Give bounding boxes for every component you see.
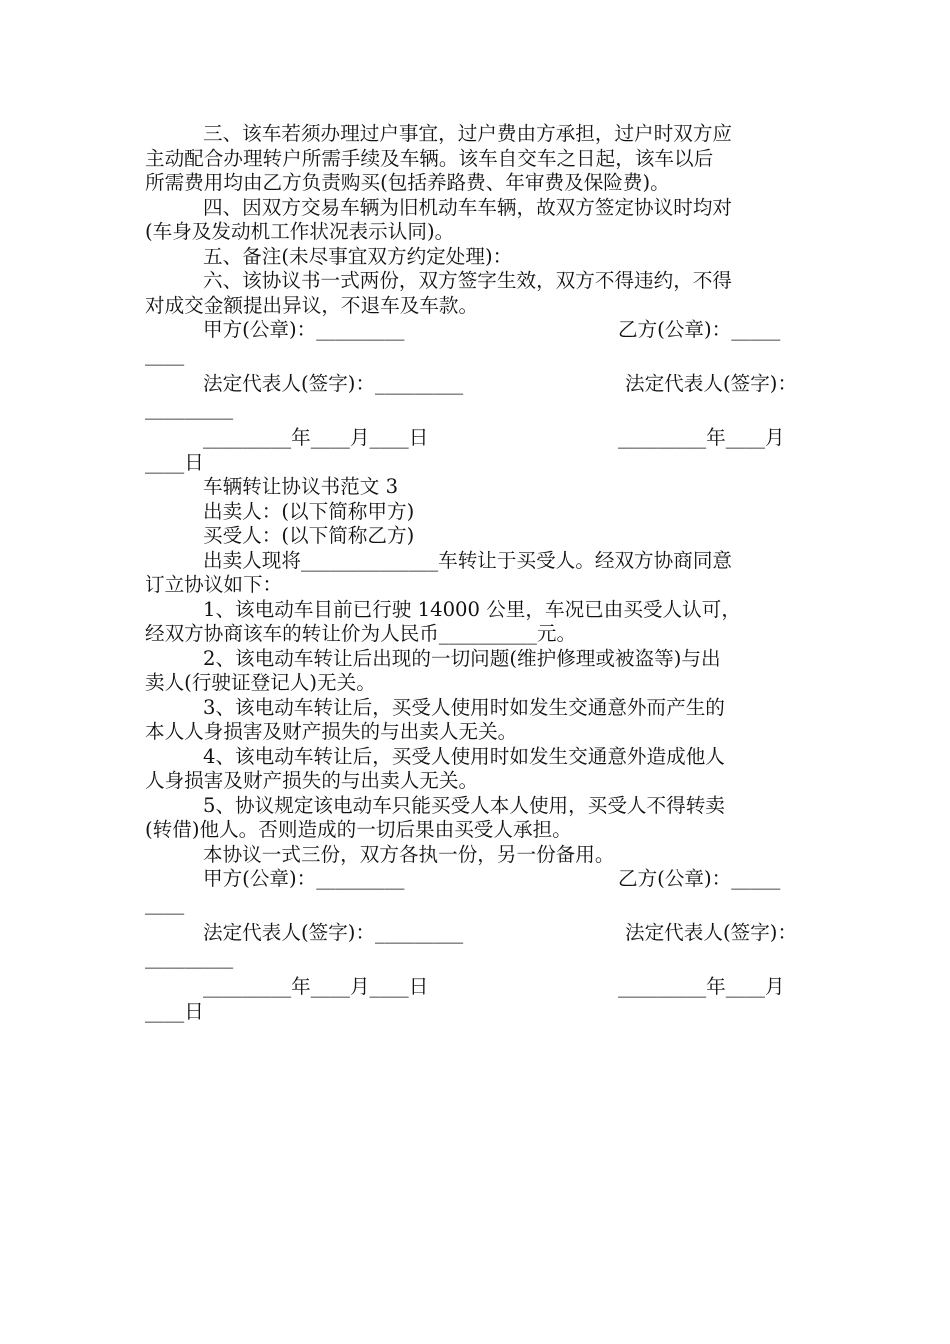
clause-4-line-1: 四、因双方交易车辆为旧机动车车辆，故双方签定协议时均对 — [203, 195, 733, 219]
intro-line-2: 订立协议如下： — [145, 573, 283, 596]
term-1-line-1: 1、该电动车目前已行驶 14000 公里，车况已由买受人认可， — [203, 597, 741, 621]
clause-6-line-2: 对成交金额提出异议，不退车及车款。 — [145, 293, 479, 317]
seal-row — [145, 318, 807, 343]
party-b-representative-continuation-2: _________ — [145, 945, 234, 969]
clause-3-line-1: 三、该车若须办理过户事宜，过户费由方承担，过户时双方应 — [203, 122, 733, 145]
clause-4-line-2: (车身及发动机工作状况表示认同)。 — [145, 220, 455, 243]
party-a-representative-field: 法定代表人(签字)：_________ — [203, 372, 464, 395]
clause-3-line-3: 所需费用均由乙方负责购买(包括养路费、年审费及保险费)。 — [145, 171, 670, 194]
party-a-seal-field: 甲方(公章)：_________ — [203, 318, 405, 341]
party-b-representative-continuation: _________ — [145, 396, 234, 420]
term-5-line-1: 5、协议规定该电动车只能买受人本人使用，买受人不得转卖 — [203, 793, 725, 817]
date-row — [145, 426, 807, 451]
term-2-line-1: 2、该电动车转让后出现的一切问题(维护修理或被盗等)与出 — [203, 646, 721, 670]
clause-6-line-1: 六、该协议书一式两份，双方签字生效，双方不得违约，不得 — [203, 269, 733, 292]
seller-line: 出卖人：(以下简称甲方) — [203, 499, 415, 523]
buyer-line: 买受人：(以下简称乙方) — [203, 524, 415, 547]
representative-row — [145, 372, 807, 397]
party-b-seal-field: 乙方(公章)：_____ — [618, 318, 781, 341]
party-b-date-continuation: ____日 — [145, 450, 204, 474]
document-page — [145, 122, 807, 1024]
term-3-line-2: 本人人身损害及财产损失的与出卖人无关。 — [145, 720, 518, 743]
party-a-date-field-2: _________年____月____日 — [203, 975, 429, 998]
seal-row-2 — [145, 867, 807, 892]
party-b-representative-field: 法定代表人(签字)： — [625, 372, 798, 395]
party-b-date-continuation-2: ____日 — [145, 999, 204, 1023]
term-4-line-1: 4、该电动车转让后，买受人使用时如发生交通意外造成他人 — [203, 744, 725, 768]
party-a-date-field: _________年____月____日 — [203, 426, 429, 449]
party-b-seal-field-2: 乙方(公章)：_____ — [618, 867, 781, 890]
clause-5-line: 五、备注(未尽事宜双方约定处理)： — [203, 244, 513, 268]
party-b-seal-continuation-2: ____ — [145, 891, 185, 915]
party-b-date-field: _________年____月 — [618, 426, 785, 449]
copies-line: 本协议一式三份，双方各执一份，另一份备用。 — [203, 842, 615, 866]
intro-line-1: 出卖人现将______________车转让于买受人。经双方协商同意 — [203, 548, 733, 572]
term-1-line-2: 经双方协商该车的转让价为人民币__________元。 — [145, 622, 577, 645]
party-b-seal-continuation: ____ — [145, 342, 185, 366]
party-b-representative-field-2: 法定代表人(签字)： — [625, 921, 798, 944]
term-2-line-2: 卖人(行驶证登记人)无关。 — [145, 671, 376, 694]
date-row-2 — [145, 975, 807, 1000]
clause-3-line-2: 主动配合办理转户所需手续及车辆。该车自交车之日起，该车以后 — [145, 146, 714, 170]
term-4-line-2: 人身损害及财产损失的与出卖人无关。 — [145, 769, 479, 792]
term-5-line-2: (转借)他人。否则造成的一切后果由买受人承担。 — [145, 818, 572, 841]
term-3-line-1: 3、该电动车转让后，买受人使用时如发生交通意外而产生的 — [203, 695, 725, 719]
party-b-date-field-2: _________年____月 — [618, 975, 785, 998]
section-title: 车辆转让协议书范文 3 — [203, 475, 399, 498]
party-a-seal-field-2: 甲方(公章)：_________ — [203, 867, 405, 890]
party-a-representative-field-2: 法定代表人(签字)：_________ — [203, 921, 464, 944]
representative-row-2 — [145, 921, 807, 946]
